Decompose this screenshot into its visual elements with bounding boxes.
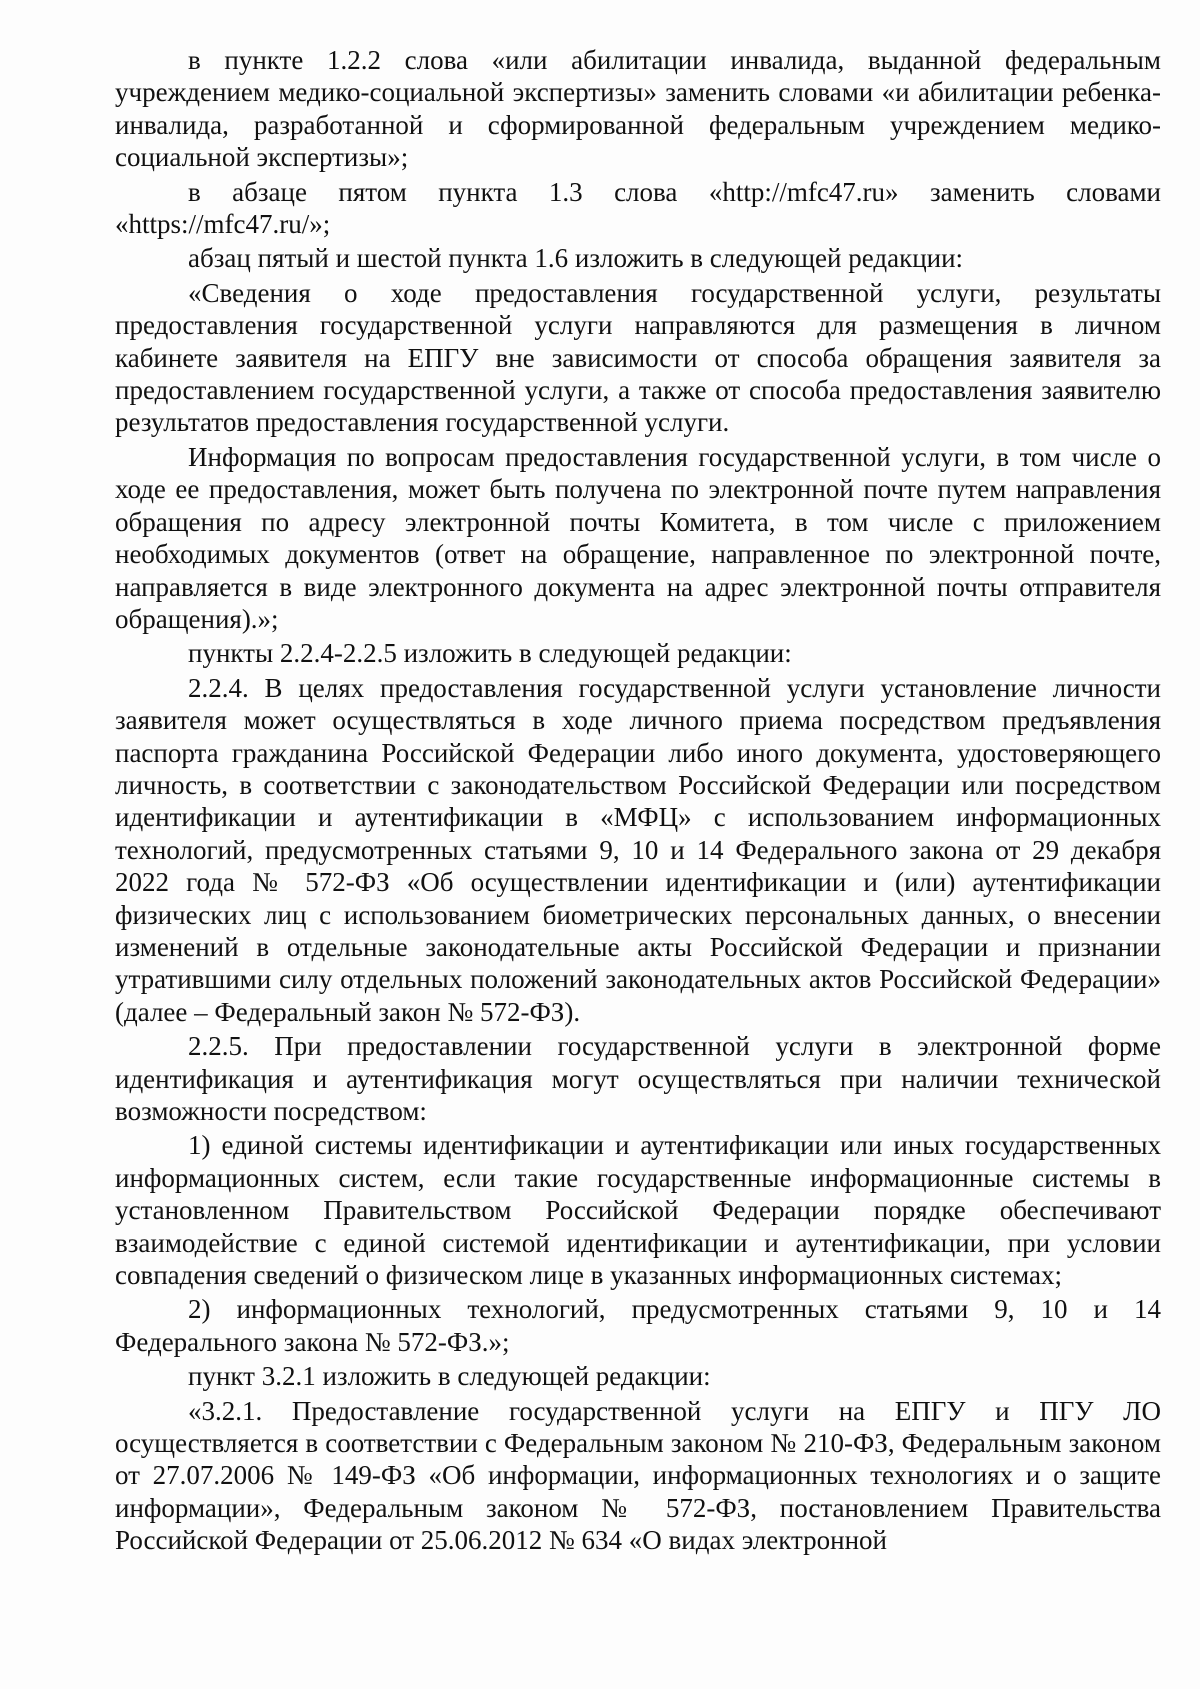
document-body <box>115 44 1161 1559</box>
paragraph-6: пункты 2.2.4-2.2.5 изложить в следующей редакции: <box>188 638 792 669</box>
paragraph-2: в абзаце пятом пункта 1.3 слова «http://mfc47.ru» заменить словами «https://mfc47.ru/»; <box>115 176 1161 240</box>
paragraph-5: Информация по вопросам предоставления государственной услуги, в том числе о ходе ее предоставления, может быть получена по электронной почте путем направления обращения по адресу электронной почты Комитета, в том числе с приложением необходимых документов (ответ на обращение, направленное по электронной почте, направляется в виде электронного документа на адрес электронной почты отправителя обращения).»; <box>115 441 1161 634</box>
paragraph-10: 2) информационных технологий, предусмотренных статьями 9, 10 и 14 Федерального закона № 572-ФЗ.»; <box>115 1294 1161 1357</box>
paragraph-11: пункт 3.2.1 изложить в следующей редакции: <box>188 1361 711 1392</box>
paragraph-12: «3.2.1. Предоставление государственной услуги на ЕПГУ и ПГУ ЛО осуществляется в соответствии с Федеральным законом № 210-ФЗ, Федеральным законом от 27.07.2006 № 149-ФЗ «Об информации, информационных технологиях и о защите информации», Федеральным законом № 572-ФЗ, постановлением Правительства Российской Федерации от 25.06.2012 № 634 «О видах электронной <box>115 1395 1161 1556</box>
paragraph-3: абзац пятый и шестой пункта 1.6 изложить в следующей редакции: <box>188 243 964 274</box>
paragraph-7: 2.2.4. В целях предоставления государственной услуги установление личности заявителя может осуществляться в ходе личного приема посредством предъявления паспорта гражданина Российской Федерации либо иного документа, удостоверяющего личность, в соответствии с законодательством Российской Федерации или посредством идентификации и аутентификации в «МФЦ» с использованием информационных технологий, предусмотренных статьями 9, 10 и 14 Федерального закона от 29 декабря 2022 года № 572-ФЗ «Об осуществлении идентификации и (или) аутентификации физических лиц с использованием биометрических персональных данных, о внесении изменений в отдельные законодательные акты Российской Федерации и признании утратившими силу отдельных положений законодательных актов Российской Федерации» (далее – Федеральный закон № 572-ФЗ). <box>115 672 1161 1027</box>
paragraph-9: 1) единой системы идентификации и аутентификации или иных государственных информационных систем, если такие государственные информационные системы в установленном Правительством Российской Федерации порядке обеспечивают взаимодействие с единой системой идентификации и аутентификации, при условии совпадения сведений о физическом лице в указанных информационных системах; <box>115 1130 1161 1291</box>
paragraph-4: «Сведения о ходе предоставления государственной услуги, результаты предоставления государственной услуги направляются для размещения в личном кабинете заявителя на ЕПГУ вне зависимости от способа обращения заявителя за предоставлением государственной услуги, а также от способа предоставления заявителю результатов предоставления государственной услуги. <box>115 277 1161 438</box>
paragraph-1: в пункте 1.2.2 слова «или абилитации инвалида, выданной федеральным учреждением медико-социальной экспертизы» заменить словами «и абилитации ребенка-инвалида, разработанной и сформированной федеральным учреждением медико-социальной экспертизы»; <box>115 45 1161 173</box>
paragraph-8: 2.2.5. При предоставлении государственной услуги в электронной форме идентификация и аутентификация могут осуществляться при наличии технической возможности посредством: <box>115 1031 1161 1126</box>
